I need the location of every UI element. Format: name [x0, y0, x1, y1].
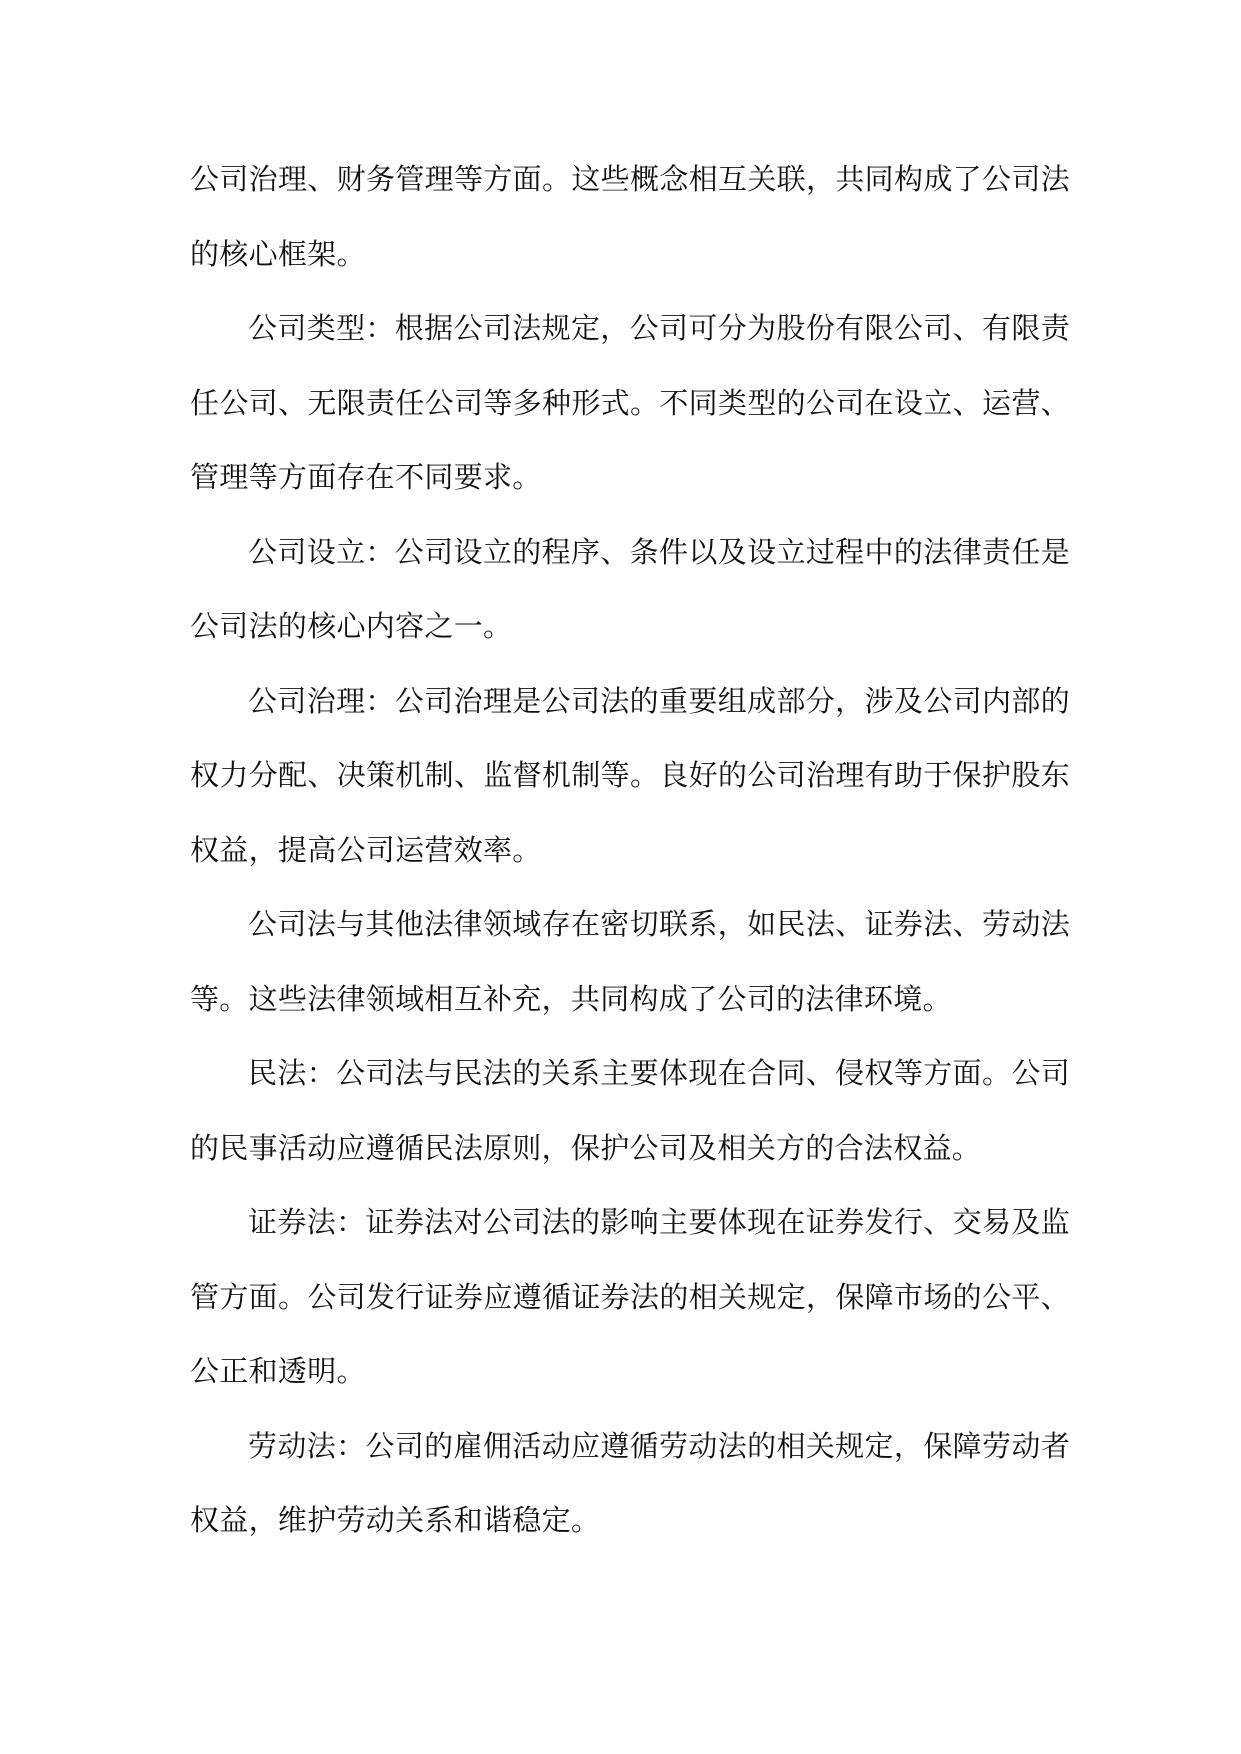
- paragraph-continued: 公司治理、财务管理等方面。这些概念相互关联，共同构成了公司法的核心框架。: [190, 162, 1070, 271]
- body-text: [190, 142, 1070, 1558]
- paragraph-related-law-fields: 公司法与其他法律领域存在密切联系，如民法、证券法、劳动法等。这些法律领域相互补充，共同构成了公司的法律环境。: [190, 907, 1070, 1016]
- paragraph-labor-law: 劳动法：公司的雇佣活动应遵循劳动法的相关规定，保障劳动者权益，维护劳动关系和谐稳定。: [190, 1428, 1070, 1537]
- paragraph-corporate-governance: 公司治理：公司治理是公司法的重要组成部分，涉及公司内部的权力分配、决策机制、监督机制等。良好的公司治理有助于保护股东权益，提高公司运营效率。: [190, 683, 1070, 867]
- paragraph-civil-law: 民法：公司法与民法的关系主要体现在合同、侵权等方面。公司的民事活动应遵循民法原则，保护公司及相关方的合法权益。: [190, 1056, 1070, 1165]
- paragraph-company-types: 公司类型：根据公司法规定，公司可分为股份有限公司、有限责任公司、无限责任公司等多种形式。不同类型的公司在设立、运营、管理等方面存在不同要求。: [190, 311, 1070, 494]
- paragraph-securities-law: 证券法：证券法对公司法的影响主要体现在证券发行、交易及监管方面。公司发行证券应遵循证券法的相关规定，保障市场的公平、公正和透明。: [190, 1205, 1070, 1388]
- paragraph-company-establishment: 公司设立：公司设立的程序、条件以及设立过程中的法律责任是公司法的核心内容之一。: [190, 534, 1070, 643]
